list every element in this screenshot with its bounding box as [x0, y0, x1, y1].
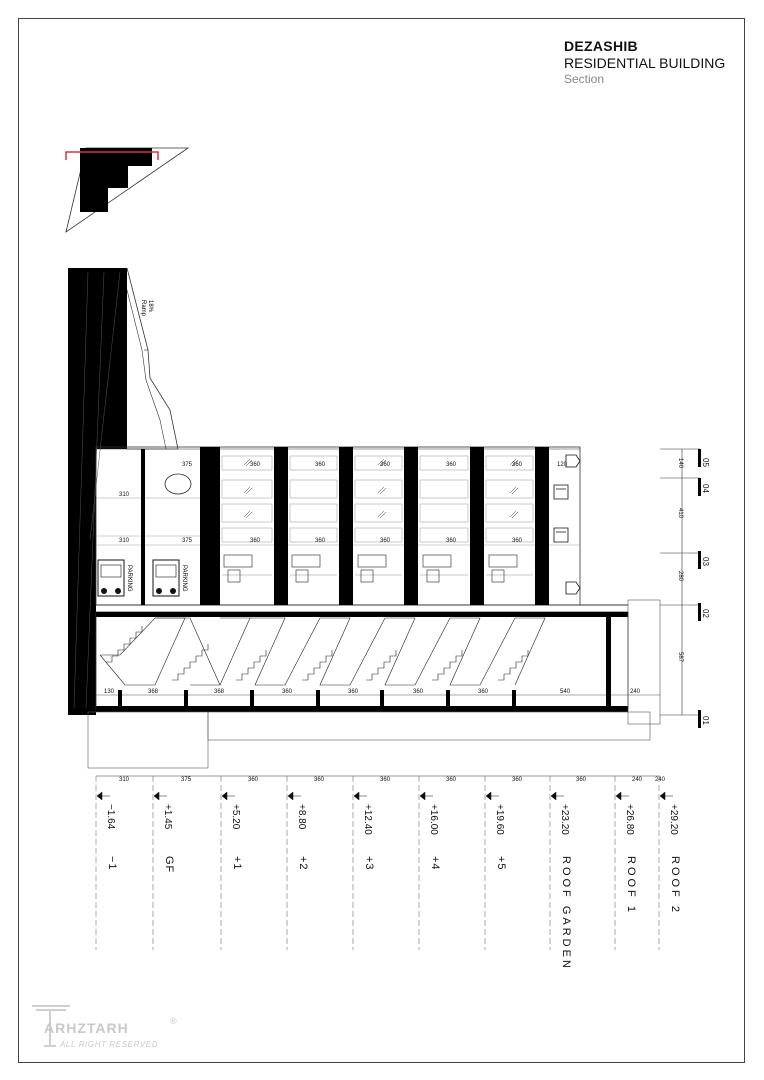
span-label: 360	[446, 462, 457, 468]
level-elevation: +1.45	[162, 804, 173, 830]
span-label: 240	[630, 689, 641, 695]
level-name: −1	[106, 856, 118, 871]
sheet-name: Section	[564, 72, 605, 86]
registered-mark: ®	[170, 1016, 177, 1026]
level-name: +2	[297, 856, 309, 871]
axis-tag: 02	[701, 609, 710, 618]
logo-rights: ALL RIGHT RESERVED	[60, 1040, 159, 1049]
span-label: 368	[148, 689, 159, 695]
stair-flights	[100, 618, 545, 685]
span-label: 360	[413, 689, 424, 695]
span-label: 310	[119, 492, 130, 498]
level-dim: 360	[248, 777, 259, 783]
level-name: GF	[163, 856, 175, 874]
axis-tag: 03	[701, 557, 710, 566]
level-elevation: +8.80	[296, 804, 307, 830]
footing-left	[88, 712, 208, 768]
span-label: 375	[182, 538, 193, 544]
level-dim: 240	[632, 777, 643, 783]
level-dim: 360	[576, 777, 587, 783]
stair-posts	[118, 690, 516, 708]
span-label: 360	[512, 538, 523, 544]
level-dim: 375	[181, 777, 192, 783]
span-label: 120	[557, 462, 568, 468]
span-label: 360	[512, 462, 523, 468]
key-plan	[66, 148, 188, 232]
lower-slab	[96, 612, 628, 617]
vertical-dim: 410	[677, 508, 683, 519]
vertical-dim: 587	[677, 652, 683, 663]
level-dim: 240	[655, 777, 666, 783]
interior-elevations	[222, 456, 533, 575]
level-dim: 360	[446, 777, 457, 783]
ramp	[127, 268, 178, 449]
level-name: +1	[231, 856, 243, 871]
level-chart	[96, 776, 673, 950]
upper-floors-frame	[96, 447, 580, 605]
vertical-dimensions	[660, 449, 710, 728]
level-dim: 360	[512, 777, 523, 783]
axis-tag: 05	[701, 458, 710, 467]
floor-slabs	[200, 447, 549, 605]
level-dim: 310	[119, 777, 130, 783]
span-label: 368	[214, 689, 225, 695]
level-name: ROOF 1	[625, 856, 637, 915]
parking-label-1: PARKING	[126, 565, 132, 592]
level-name: +4	[429, 856, 441, 871]
level-name: +5	[495, 856, 507, 871]
level-elevation: +29.20	[668, 804, 679, 835]
parking-cars	[98, 560, 179, 596]
level-name: ROOF GARDEN	[560, 856, 572, 971]
parking-label-2: PARKING	[181, 565, 187, 592]
span-label: 360	[282, 689, 293, 695]
level-elevation: +19.60	[494, 804, 505, 835]
round-fixture	[165, 474, 191, 494]
span-label: 360	[478, 689, 489, 695]
span-label: 360	[250, 462, 261, 468]
span-label: 130	[104, 689, 115, 695]
span-label: 360	[446, 538, 457, 544]
level-name: ROOF 2	[669, 856, 681, 915]
axis-tag: 04	[701, 484, 710, 493]
footing-right	[208, 712, 650, 740]
logo-wordmark: ARHZTARH	[44, 1020, 129, 1036]
level-dim: 360	[314, 777, 325, 783]
building-type: RESIDENTIAL BUILDING	[564, 55, 726, 71]
level-elevation: +5.20	[230, 804, 241, 830]
span-label: 360	[348, 689, 359, 695]
upper-floors	[96, 447, 628, 605]
level-elevation: +16.00	[428, 804, 439, 835]
terrace-furniture	[554, 455, 580, 594]
lower-storey	[88, 600, 660, 768]
span-label: 360	[380, 462, 391, 468]
span-label: 360	[380, 538, 391, 544]
project-name: DEZASHIB	[564, 38, 638, 54]
span-label: 360	[315, 462, 326, 468]
span-label: 360	[315, 538, 326, 544]
level-dim: 360	[380, 777, 391, 783]
level-elevation: +12.40	[362, 804, 373, 835]
level-elevation: +23.20	[559, 804, 570, 835]
span-label: 360	[250, 538, 261, 544]
level-name: +3	[363, 856, 375, 871]
level-elevation: +26.80	[624, 804, 635, 835]
vertical-dim: 140	[677, 458, 683, 469]
ramp-label: Ramp	[140, 300, 146, 317]
span-label: 375	[182, 462, 193, 468]
span-label: 310	[119, 538, 130, 544]
foundation-slab	[96, 706, 628, 712]
span-label: 540	[560, 689, 571, 695]
ramp-slope: 18%	[147, 300, 153, 313]
vertical-dim: 280	[677, 571, 683, 582]
axis-tag: 01	[701, 716, 710, 725]
level-elevation: −1.64	[105, 804, 116, 830]
